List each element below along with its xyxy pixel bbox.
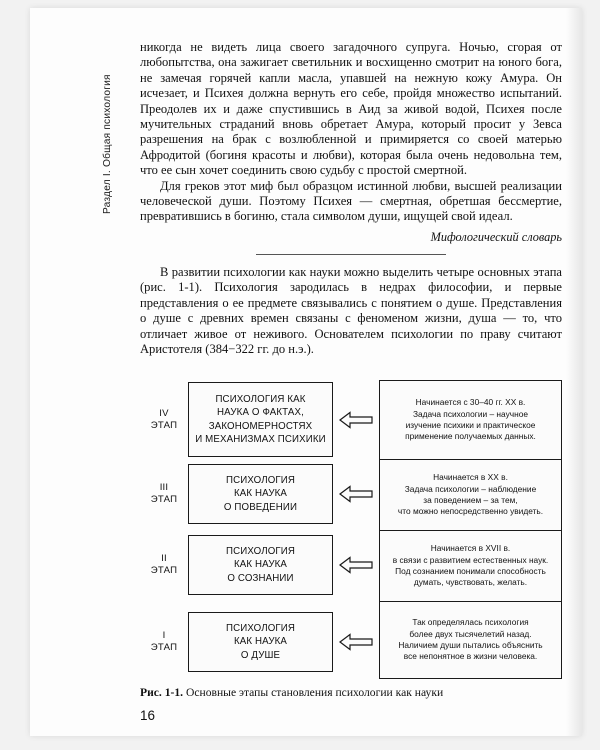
arrow-left-icon	[339, 410, 373, 429]
stage-box-iv	[188, 382, 333, 457]
arrow-left-icon	[339, 633, 373, 652]
stage-box-line: ЗАКОНОМЕРНОСТЯХ	[208, 420, 313, 432]
lede-paragraph: В развитии психологии как науки можно выделить четыре основных этапа (рис. 1-1). Психология зародилась в недрах философии, и первые представления о ее предмете связывались с понятием о душе. Представления о душе с древних времен связаны с феноменом жизни, душа — то, что отличает живое от неживого. Основателем психологии по праву считают Аристотеля (384−322 гг. до н.э.).	[140, 264, 562, 356]
arrow-left-icon	[339, 485, 373, 504]
stage-number: II	[161, 553, 167, 565]
stage-row	[140, 382, 562, 457]
stage-box-iii	[188, 464, 333, 524]
stage-box-line: ПСИХОЛОГИЯ КАК	[215, 394, 306, 406]
stage-number: III	[159, 482, 169, 494]
desc-line: более двух тысячелетий назад.	[409, 628, 532, 639]
section-divider-rule	[256, 254, 446, 255]
desc-line: Задача психологии – наблюдение	[404, 483, 537, 494]
desc-line: Задача психологии – научное	[412, 408, 528, 419]
desc-line: Начинается с 30–40 гг. XX в.	[415, 397, 526, 408]
stage-box-line: О ДУШЕ	[240, 649, 281, 661]
epigraph-attribution: Мифологический словарь	[430, 229, 562, 244]
desc-line: все непонятное в жизни человека.	[403, 651, 538, 662]
connector-cell	[333, 464, 379, 524]
stage-box-line: О СОЗНАНИИ	[227, 572, 294, 584]
stage-box-line: О ПОВЕДЕНИИ	[223, 501, 298, 513]
stage-word: ЭТАП	[150, 494, 178, 505]
desc-line: изучение психики и практическое	[405, 420, 536, 430]
figure-stages-diagram	[140, 380, 562, 680]
desc-line: в связи с развитием естественных наук.	[392, 554, 549, 565]
figure-caption-label: Рис. 1-1.	[140, 686, 184, 699]
stage-row	[140, 535, 562, 595]
connector-cell	[333, 535, 379, 595]
stage-number: IV	[159, 407, 169, 419]
stage-label-iv	[140, 382, 188, 457]
desc-line: за поведением – за тем,	[423, 495, 518, 505]
stage-label-iii	[140, 464, 188, 524]
stage-row	[140, 612, 562, 672]
desc-line: что можно непосредственно увидеть.	[397, 506, 544, 517]
connector-cell	[333, 382, 379, 457]
stage-word: ЭТАП	[150, 565, 178, 576]
stage-number: I	[162, 630, 166, 642]
stage-box-line: ПСИХОЛОГИЯ	[225, 623, 296, 635]
epigraph-paragraph-1: никогда не видеть лица своего загадочного супруга. Ночью, сгорая от любопытства, она зажигает светильник и восхищенно смотрит на юного бога, не замечая горячей капли масла, упавшей на нежную кожу Амура. Он исчезает, и Психея должна вернуть его себе, пройдя множество испытаний. Преодолев их и даже спустившись в Аид за живой водой, Психея после мучительных страданий вновь обретает Амура, который просит у Зевса разрешения на брак с возлюбленной и примиряется со своей матерью Афродитой (богиня красоты и любви), которая была очень недовольна тем, что ее сын хочет соединить свою судьбу с простой смертной.	[140, 40, 562, 178]
stage-word: ЭТАП	[150, 642, 178, 653]
page-number: 16	[140, 708, 156, 723]
arrow-left-icon	[339, 556, 373, 575]
desc-line: применение получаемых данных.	[405, 431, 536, 442]
stage-box-line: КАК НАУКА	[233, 636, 288, 648]
figure-caption	[140, 686, 570, 700]
stage-row	[140, 464, 562, 524]
stage-label-i	[140, 612, 188, 672]
stage-box-ii	[188, 535, 333, 595]
epigraph-paragraph-2: Для греков этот миф был образцом истинной любви, высшей реализации человеческой души. Поэтому Психея — смертная, обретшая бессмертие, превратившись в богиню, стала символом души, ищущей свой идеал.	[140, 178, 562, 224]
desc-line: думать, чувствовать, желать.	[413, 577, 528, 588]
figure-caption-text: Основные этапы становления психологии как науки	[185, 686, 444, 699]
stage-box-line: КАК НАУКА	[233, 559, 288, 571]
stage-word: ЭТАП	[150, 419, 178, 431]
stage-box-line: И МЕХАНИЗМАХ ПСИХИКИ	[195, 433, 326, 445]
book-page	[30, 8, 582, 736]
stage-box-i	[188, 612, 333, 672]
desc-line: Начинается в XX в.	[433, 472, 508, 483]
desc-line: Под сознанием понимали способность	[395, 566, 546, 576]
running-head-text: Раздел I. Общая психология	[102, 74, 113, 214]
stage-label-ii	[140, 535, 188, 595]
desc-line: Так определялась психология	[412, 617, 529, 628]
stage-box-line: ПСИХОЛОГИЯ	[225, 475, 296, 487]
stage-box-line: ПСИХОЛОГИЯ	[225, 546, 296, 558]
text-column	[140, 40, 562, 357]
desc-line: Начинается в XVII в.	[430, 543, 511, 554]
connector-cell	[333, 612, 379, 672]
running-head	[102, 8, 113, 214]
desc-line: Наличием души пытались объяснить	[398, 640, 543, 650]
stage-box-line: КАК НАУКА	[233, 488, 288, 500]
stage-box-line: НАУКА О ФАКТАХ,	[217, 407, 304, 419]
